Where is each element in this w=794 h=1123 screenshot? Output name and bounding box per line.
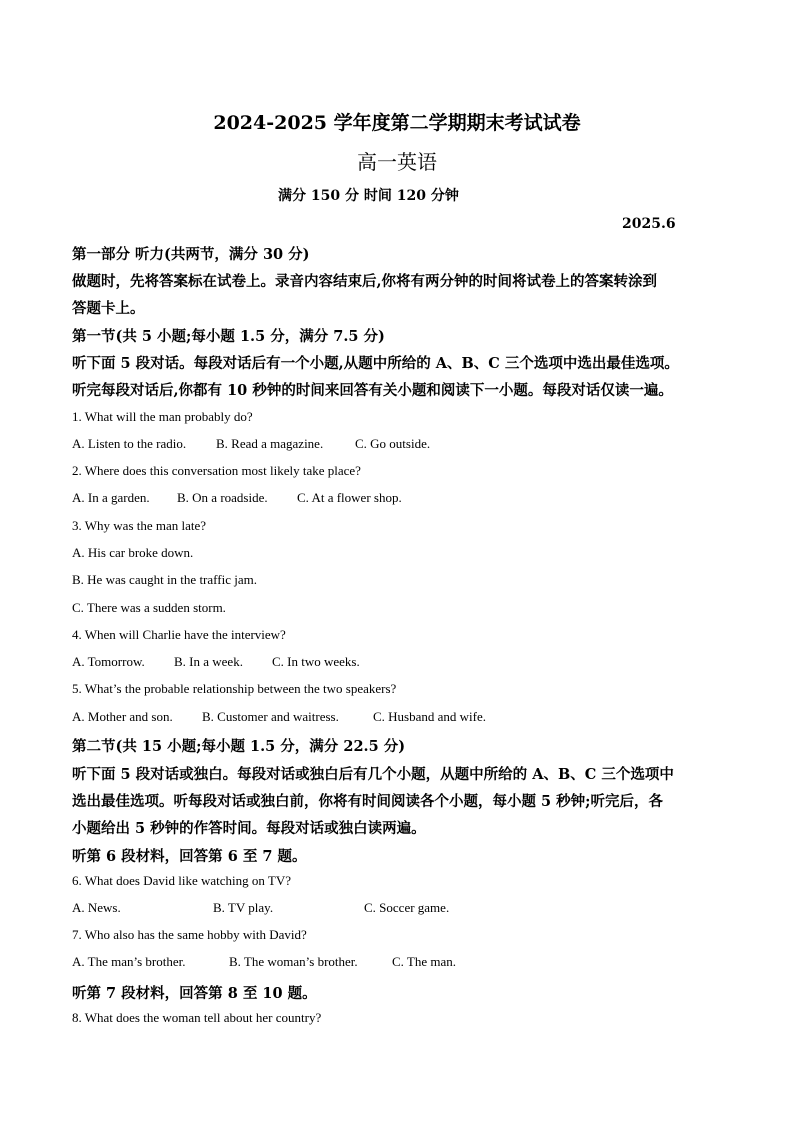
exam-title: 2024-2025 学年度第二学期期末考试试卷 [213, 112, 581, 134]
question-4-option-c: C. In two weeks. [272, 654, 360, 669]
question-4-option-b: B. In a week. [174, 654, 243, 669]
question-1-stem: 1. What will the man probably do? [72, 409, 253, 424]
question-7-option-a: A. The man’s brother. [72, 954, 186, 969]
question-2-option-a: A. In a garden. [72, 490, 150, 505]
question-5-stem: 5. What’s the probable relationship between the two speakers? [72, 681, 397, 696]
section2-instruction-2: 选出最佳选项。听每段对话或独白前，你将有时间阅读各个小题，每小题 5 秒钟;听完后，各 [72, 793, 664, 810]
question-1-option-c: C. Go outside. [355, 436, 431, 451]
subject-title: 高一英语 [357, 150, 437, 174]
exam-date: 2025.6 [622, 216, 676, 232]
part1-heading: 第一部分 听力(共两节，满分 30 分) [72, 246, 310, 263]
question-7-option-b: B. The woman’s brother. [229, 954, 358, 969]
question-5-option-b: B. Customer and waitress. [202, 709, 339, 724]
question-3-option-c: C. There was a sudden storm. [72, 600, 226, 615]
question-6-option-a: A. News. [72, 900, 121, 915]
question-5-option-c: C. Husband and wife. [373, 709, 487, 724]
question-3-option-b: B. He was caught in the traffic jam. [72, 572, 257, 587]
question-1-option-b: B. Read a magazine. [216, 436, 324, 451]
question-6-stem: 6. What does David like watching on TV? [72, 873, 292, 888]
section1-instruction-2: 听完每段对话后,你都有 10 秒钟的时间来回答有关小题和阅读下一小题。每段对话仅读一遍。 [72, 382, 673, 399]
score-time: 满分 150 分 时间 120 分钟 [278, 188, 459, 204]
material-7-heading: 听第 7 段材料，回答第 8 至 10 题。 [72, 985, 317, 1002]
section2-instruction-3: 小题给出 5 秒钟的作答时间。每段对话或独白读两遍。 [72, 820, 426, 837]
question-5-option-a: A. Mother and son. [72, 709, 173, 724]
part1-instruction-2: 答题卡上。 [72, 300, 145, 317]
section2-instruction-1: 听下面 5 段对话或独白。每段对话或独白后有几个小题，从题中所给的 A、B、C 三个选项中 [72, 766, 674, 783]
question-3-stem: 3. Why was the man late? [72, 518, 207, 533]
section2-heading: 第二节(共 15 小题;每小题 1.5 分，满分 22.5 分) [72, 738, 406, 755]
question-3-option-a: A. His car broke down. [72, 545, 194, 560]
question-8-stem: 8. What does the woman tell about her country? [72, 1010, 322, 1025]
question-1-option-a: A. Listen to the radio. [72, 436, 187, 451]
question-2-stem: 2. Where does this conversation most likely take place? [72, 463, 361, 478]
part1-instruction-1: 做题时，先将答案标在试卷上。录音内容结束后,你将有两分钟的时间将试卷上的答案转涂到 [72, 273, 658, 290]
question-4-stem: 4. When will Charlie have the interview? [72, 627, 286, 642]
question-6-option-b: B. TV play. [213, 900, 274, 915]
question-2-option-c: C. At a flower shop. [297, 490, 402, 505]
question-7-stem: 7. Who also has the same hobby with David? [72, 927, 307, 942]
question-7-option-c: C. The man. [392, 954, 457, 969]
question-6-option-c: C. Soccer game. [364, 900, 450, 915]
section1-heading: 第一节(共 5 小题;每小题 1.5 分，满分 7.5 分) [72, 328, 385, 345]
question-4-option-a: A. Tomorrow. [72, 654, 145, 669]
question-2-option-b: B. On a roadside. [177, 490, 268, 505]
material-6-heading: 听第 6 段材料，回答第 6 至 7 题。 [72, 848, 307, 865]
section1-instruction-1: 听下面 5 段对话。每段对话后有一个小题,从题中所给的 A、B、C 三个选项中选出最佳选项。 [72, 355, 679, 372]
